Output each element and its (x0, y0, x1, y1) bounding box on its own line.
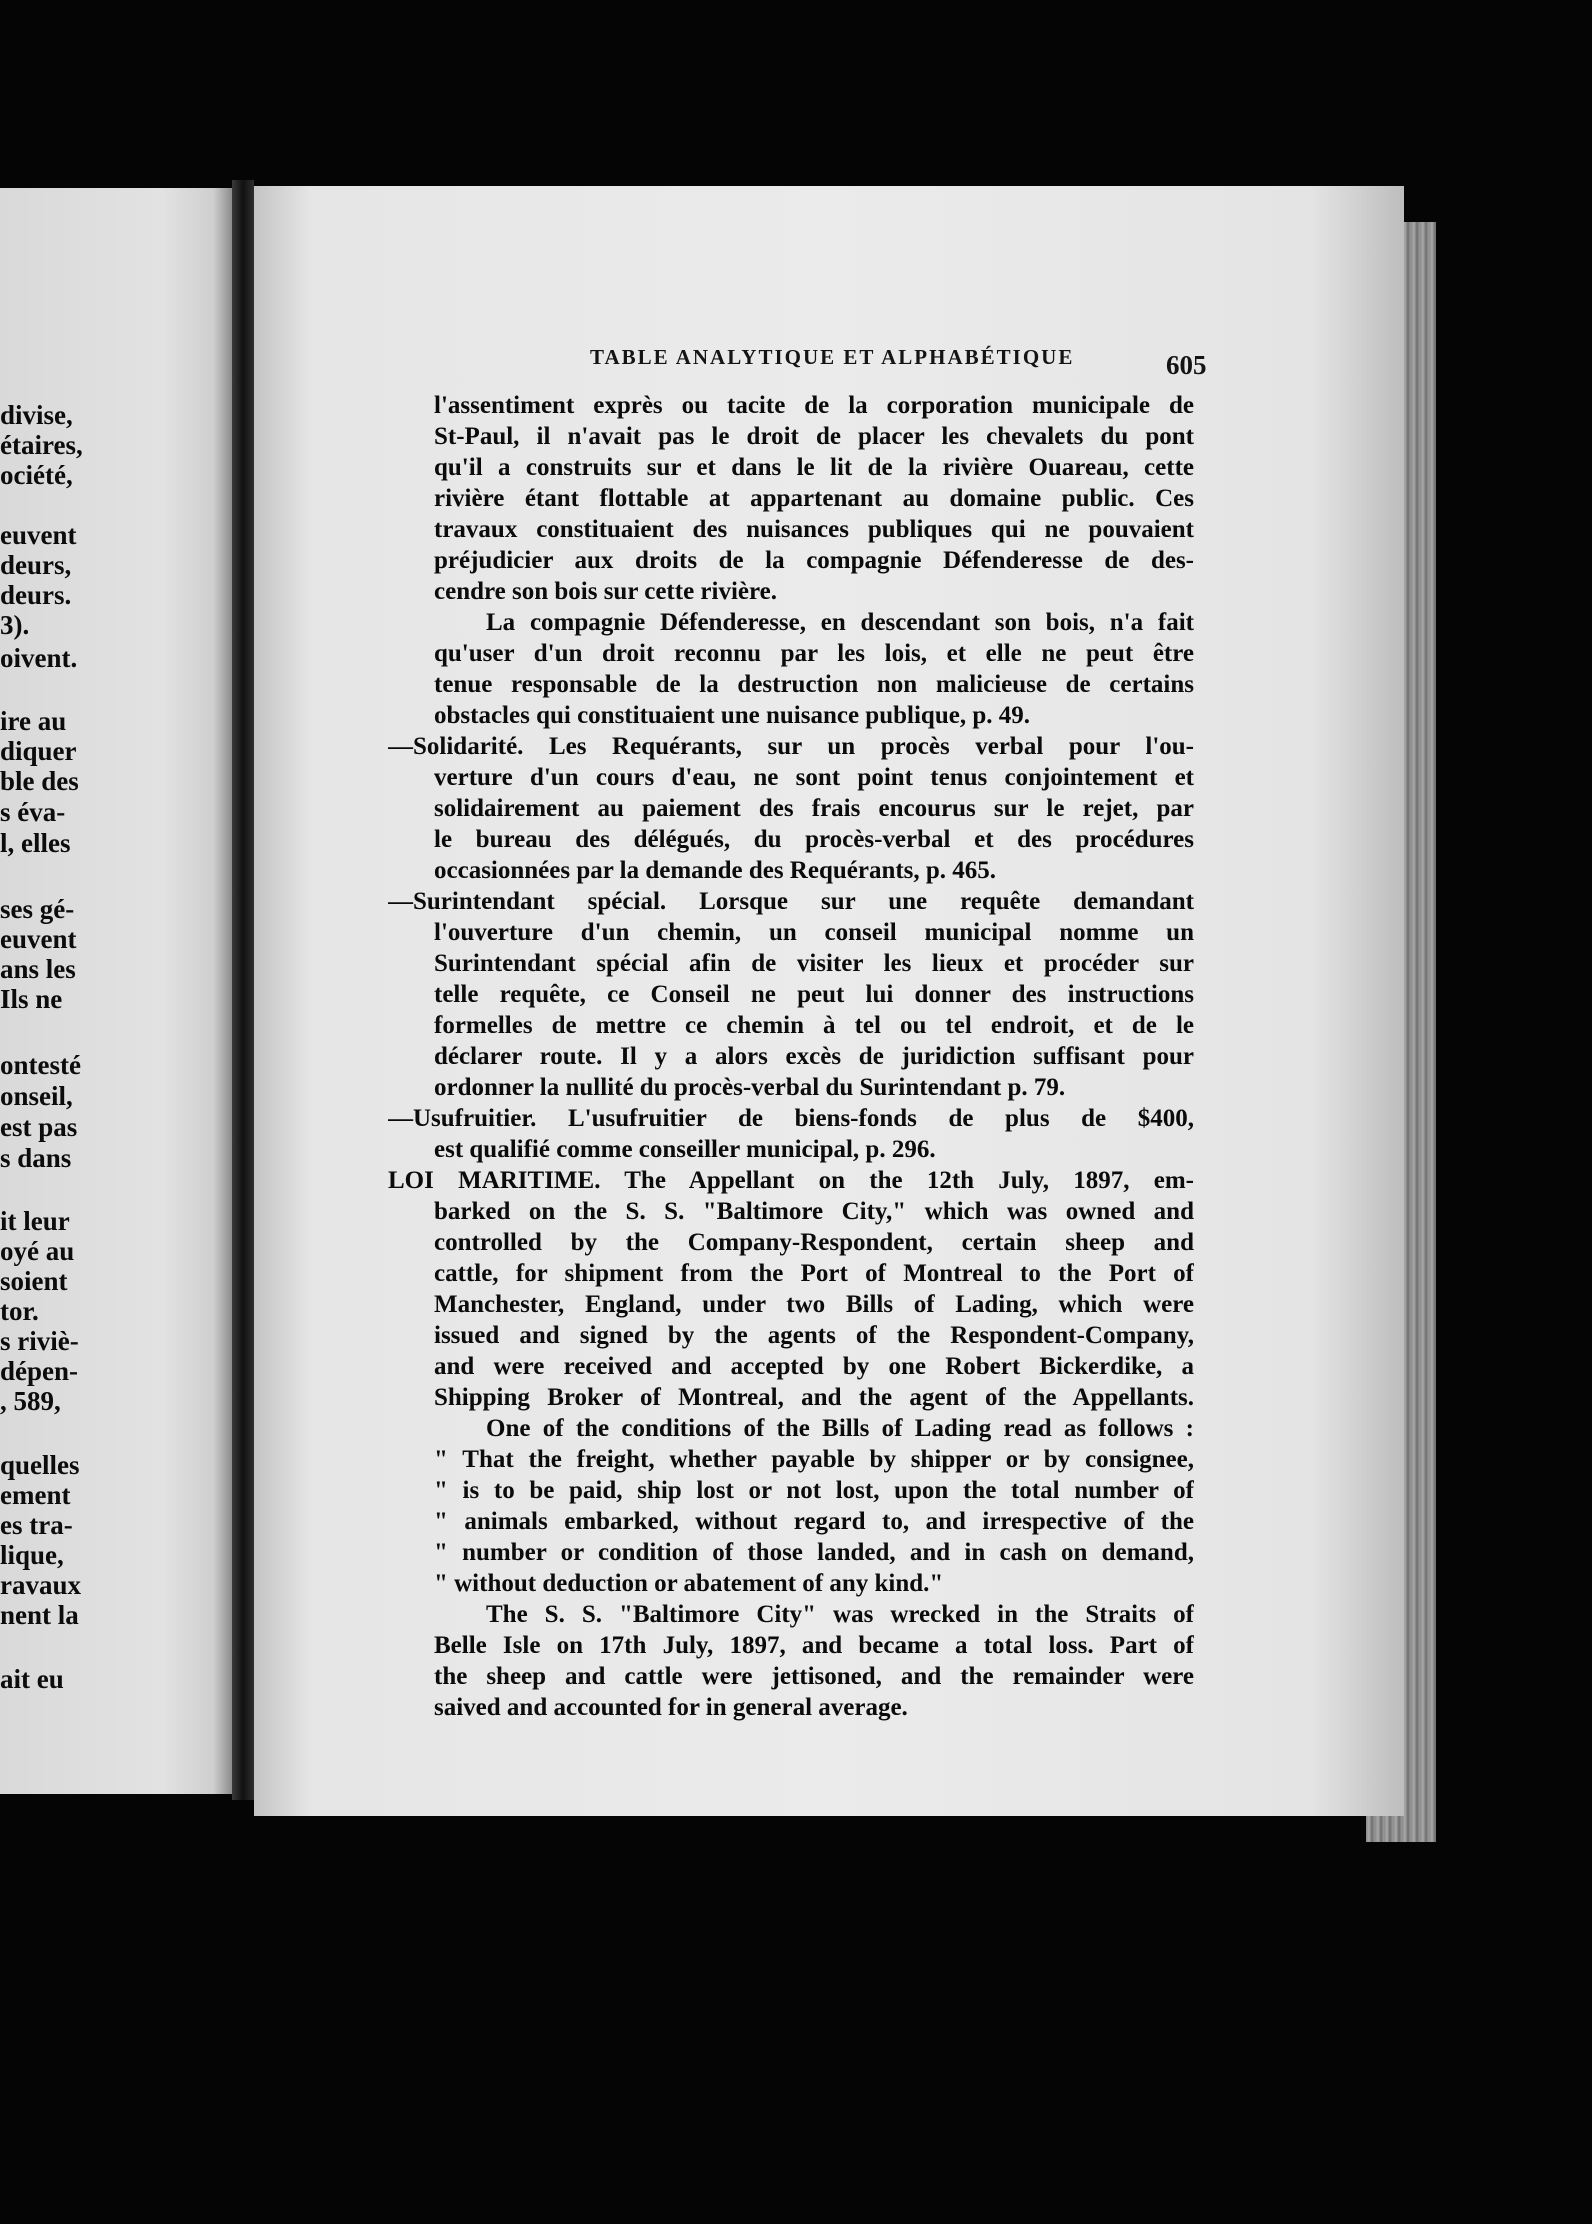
left-page-line: quelles (0, 1450, 80, 1480)
text-line: qu'user d'un droit reconnu par les lois, et elle ne peut être (434, 640, 1194, 667)
left-page-line: est pas (0, 1112, 78, 1142)
left-page-line: ses gé- (0, 894, 75, 924)
left-page-line: ement (0, 1480, 71, 1510)
text-line: formelles de mettre ce chemin à tel ou tel endroit, et de le (434, 1012, 1194, 1039)
quoted-line: " number or condition of those landed, and in cash on demand, (434, 1539, 1194, 1566)
left-page-line: es tra- (0, 1510, 73, 1540)
text-line: tenue responsable de la destruction non malicieuse de certains (434, 671, 1194, 698)
left-page-line: l, elles (0, 828, 71, 858)
text-line: cendre son bois sur cette rivière. (434, 578, 777, 605)
left-page-line: ire au (0, 706, 67, 736)
left-page-line: oyé au (0, 1236, 75, 1266)
left-page-line: ravaux (0, 1570, 81, 1600)
left-page-line: diquer (0, 736, 77, 766)
left-page-line: s dans (0, 1143, 72, 1173)
quoted-line: " animals embarked, without regard to, and irrespective of the (434, 1508, 1194, 1535)
text-line: travaux constituaient des nuisances publiques qui ne pouvaient (434, 516, 1194, 543)
left-page-line: euvent (0, 520, 77, 550)
left-page-line: ontesté (0, 1050, 81, 1080)
left-page-line: s éva- (0, 797, 66, 827)
left-page-line: euvent (0, 924, 77, 954)
text-line: Shipping Broker of Montreal, and the agent of the Appellants. (434, 1384, 1194, 1411)
left-page-line: ans les (0, 954, 76, 984)
text-line: obstacles qui constituaient une nuisance publique, p. 49. (434, 702, 1030, 729)
text-line: déclarer route. Il y a alors excès de juridiction suffisant pour (434, 1043, 1194, 1070)
text-line: cattle, for shipment from the Port of Montreal to the Port of (434, 1260, 1194, 1287)
left-page-line: lique, (0, 1540, 64, 1570)
left-page-line: deurs, (0, 550, 72, 580)
text-line: l'ouverture d'un chemin, un conseil municipal nomme un (434, 919, 1194, 946)
running-head: TABLE ANALYTIQUE ET ALPHABÉTIQUE (590, 345, 1075, 369)
text-line: The S. S. "Baltimore City" was wrecked in the Straits of (486, 1601, 1194, 1628)
text-line: est qualifié comme conseiller municipal, p. 296. (434, 1136, 936, 1163)
text-line: saived and accounted for in general average. (434, 1694, 908, 1721)
text-line: préjudicier aux droits de la compagnie Défenderesse de des- (434, 547, 1194, 574)
text-line: ordonner la nullité du procès-verbal du Surintendant p. 79. (434, 1074, 1066, 1101)
quoted-line: " That the freight, whether payable by shipper or by consignee, (434, 1446, 1194, 1473)
text-line: le bureau des délégués, du procès-verbal et des procédures (434, 826, 1194, 853)
left-page-line: tor. (0, 1296, 39, 1326)
page-number: 605 (1166, 350, 1207, 380)
text-line: barked on the S. S. "Baltimore City," which was owned and (434, 1198, 1194, 1225)
left-page-line: Ils ne (0, 984, 63, 1014)
text-line: solidairement au paiement des frais encourus sur le rejet, par (434, 795, 1194, 822)
entry-usufruitier: —Usufruitier. L'usufruitier de biens-fonds de plus de $400, (388, 1105, 1194, 1132)
entry-surintendant-special: —Surintendant spécial. Lorsque sur une requête demandant (388, 888, 1194, 915)
left-page-line: onseil, (0, 1081, 73, 1111)
text-line: occasionnées par la demande des Requérants, p. 465. (434, 857, 997, 884)
book-gutter (232, 180, 254, 1800)
entry-loi-maritime: LOI MARITIME. The Appellant on the 12th July, 1897, em- (388, 1167, 1194, 1194)
text-line: telle requête, ce Conseil ne peut lui donner des instructions (434, 981, 1194, 1008)
text-line: controlled by the Company-Respondent, certain sheep and (434, 1229, 1194, 1256)
left-page-line: s riviè- (0, 1326, 79, 1356)
left-page-line: ociété, (0, 460, 73, 490)
text-line: rivière étant flottable at appartenant au domaine public. Ces (434, 485, 1194, 512)
left-page (0, 188, 232, 1794)
text-line: issued and signed by the agents of the Respondent-Company, (434, 1322, 1194, 1349)
left-page-line: 3). (0, 610, 30, 640)
text-line: La compagnie Défenderesse, en descendant son bois, n'a fait (486, 609, 1194, 636)
quoted-line: " is to be paid, ship lost or not lost, upon the total number of (434, 1477, 1194, 1504)
text-line: l'assentiment exprès ou tacite de la corporation municipale de (434, 392, 1194, 419)
text-line: Surintendant spécial afin de visiter les lieux et procéder sur (434, 950, 1194, 977)
text-line: the sheep and cattle were jettisoned, and the remainder were (434, 1663, 1194, 1690)
left-page-line: étaires, (0, 430, 83, 460)
left-page-line: deurs. (0, 580, 72, 610)
left-page-line: oivent. (0, 643, 78, 673)
text-line: verture d'un cours d'eau, ne sont point tenus conjointement et (434, 764, 1194, 791)
left-page-line: dépen- (0, 1356, 79, 1386)
text-line: Manchester, England, under two Bills of Lading, which were (434, 1291, 1194, 1318)
left-page-line: ait eu (0, 1664, 64, 1694)
left-page-line: ble des (0, 766, 79, 796)
text-line: Belle Isle on 17th July, 1897, and became a total loss. Part of (434, 1632, 1194, 1659)
left-page-line: it leur (0, 1206, 70, 1236)
entry-solidarite: —Solidarité. Les Requérants, sur un procès verbal pour l'ou- (388, 733, 1194, 760)
left-page-line: nent la (0, 1600, 79, 1630)
text-line: qu'il a construits sur et dans le lit de la rivière Ouareau, cette (434, 454, 1194, 481)
left-page-line: soient (0, 1266, 68, 1296)
text-line: and were received and accepted by one Robert Bickerdike, a (434, 1353, 1194, 1380)
left-page-line: , 589, (0, 1386, 61, 1416)
text-line: One of the conditions of the Bills of Lading read as follows : (486, 1415, 1194, 1442)
quoted-line: " without deduction or abatement of any kind." (434, 1570, 944, 1597)
text-line: St-Paul, il n'avait pas le droit de placer les chevalets du pont (434, 423, 1194, 450)
left-page-line: divise, (0, 400, 73, 430)
